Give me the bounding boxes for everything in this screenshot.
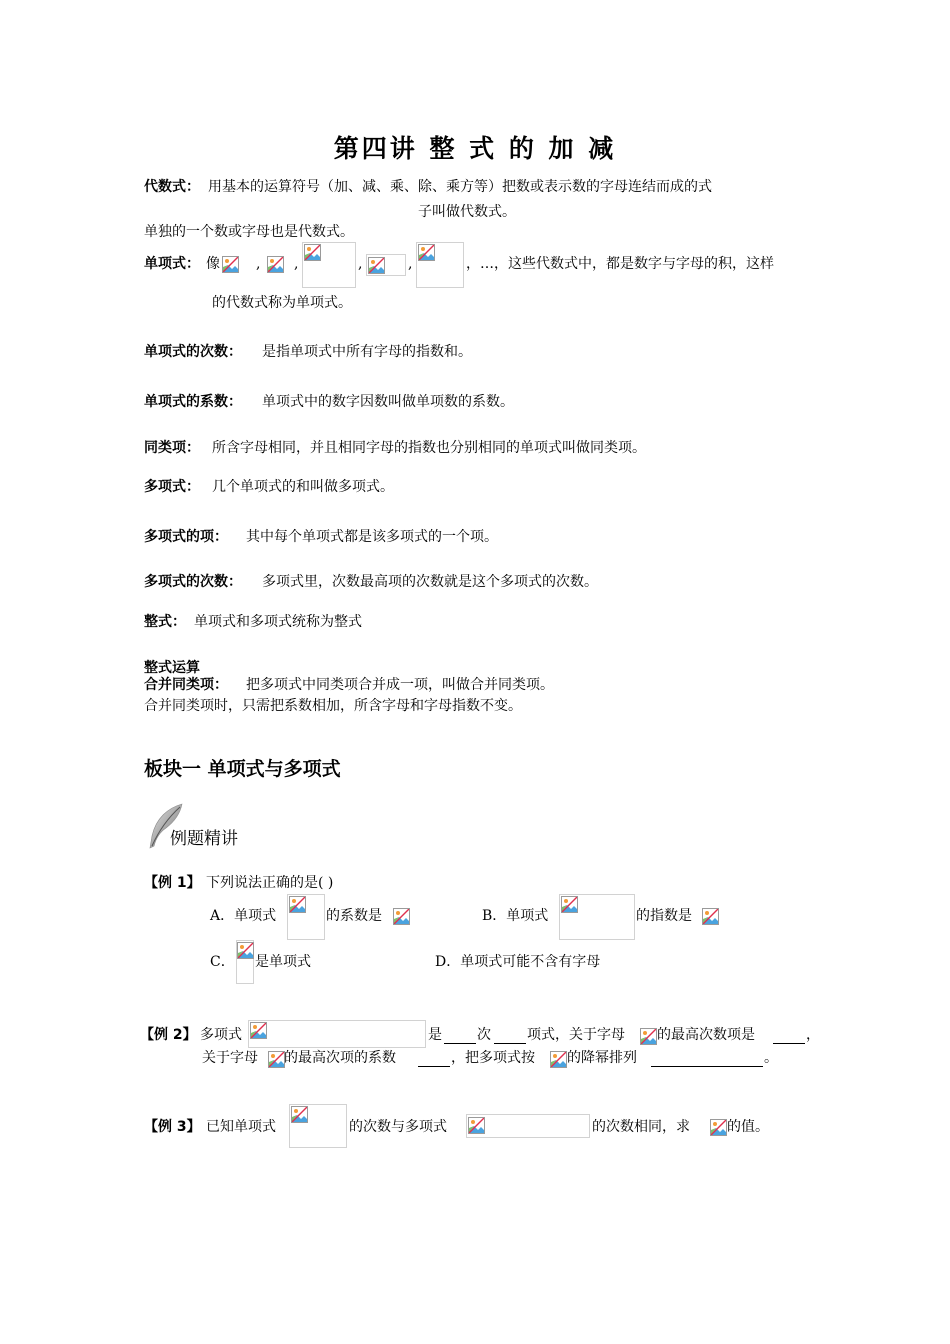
answer-blank[interactable] bbox=[773, 1043, 805, 1044]
broken-image-icon bbox=[710, 1119, 727, 1136]
answer-blank[interactable] bbox=[444, 1043, 476, 1044]
broken-image-icon bbox=[640, 1028, 657, 1045]
def-degree-text: 是指单项式中所有字母的指数和。 bbox=[262, 344, 472, 360]
broken-image-icon bbox=[368, 257, 385, 274]
broken-image-icon bbox=[550, 1051, 567, 1068]
ex1-option-d: D．单项式可能不含有字母 bbox=[435, 954, 601, 970]
broken-image-icon bbox=[289, 896, 306, 913]
def-integral-text: 单项式和多项式统称为整式 bbox=[194, 614, 362, 630]
comma: , bbox=[256, 256, 261, 272]
def-integral-term: 整式： bbox=[144, 614, 186, 630]
ex2-t1: 是 bbox=[428, 1027, 442, 1043]
ex2-t2: 次 bbox=[477, 1027, 491, 1043]
ex3-t3: 的值。 bbox=[727, 1119, 769, 1135]
broken-image-icon bbox=[250, 1022, 267, 1039]
broken-image-icon bbox=[468, 1117, 485, 1134]
broken-image-icon bbox=[222, 256, 239, 273]
def-monomial-tail: ，…，这些代数式中，都是数字与字母的积，这样 bbox=[466, 256, 774, 272]
broken-image-icon bbox=[393, 908, 410, 925]
def-like-term: 同类项： bbox=[144, 440, 200, 456]
def-polyitem-text: 其中每个单项式都是该多项式的一个项。 bbox=[246, 529, 498, 545]
answer-blank[interactable] bbox=[651, 1066, 763, 1067]
ex1-option-c: C． bbox=[210, 954, 235, 970]
ex3-t1: 的次数与多项式 bbox=[349, 1119, 447, 1135]
ex2-t3: 项式，关于字母 bbox=[527, 1027, 625, 1043]
ex3-tag: 【例 3】 bbox=[144, 1119, 201, 1135]
def-algebraic-text2: 子叫做代数式。 bbox=[418, 204, 516, 220]
def-monomial-like: 像 bbox=[206, 256, 220, 272]
formula-image bbox=[248, 1020, 426, 1048]
comma: , bbox=[358, 256, 363, 272]
def-like-text: 所含字母相同，并且相同字母的指数也分别相同的单项式叫做同类项。 bbox=[212, 440, 646, 456]
examples-label: 例题精讲 bbox=[170, 829, 238, 849]
comma: , bbox=[408, 256, 413, 272]
def-combine-text2: 合并同类项时，只需把系数相加，所含字母和字母指数不变。 bbox=[144, 698, 522, 714]
ex2-l2-t3: 的降幂排列 bbox=[567, 1050, 637, 1066]
ops-heading: 整式运算 bbox=[144, 660, 200, 676]
broken-image-icon bbox=[237, 942, 254, 959]
def-poly-text: 几个单项式的和叫做多项式。 bbox=[212, 479, 394, 495]
section-title: 板块一 单项式与多项式 bbox=[144, 758, 341, 780]
ex2-l2-pre: 关于字母 bbox=[202, 1050, 258, 1066]
ex2-pre: 多项式 bbox=[200, 1027, 242, 1043]
ex3-pre: 已知单项式 bbox=[206, 1119, 276, 1135]
def-polydeg-text: 多项式里，次数最高项的次数就是这个多项式的次数。 bbox=[262, 574, 598, 590]
def-monomial-text2: 的代数式称为单项式。 bbox=[212, 295, 352, 311]
ex1-option-a-post: 的系数是 bbox=[326, 908, 382, 924]
page-title: 第四讲 整 式 的 加 减 bbox=[333, 134, 617, 163]
def-coef-text: 单项式中的数字因数叫做单项数的系数。 bbox=[262, 394, 514, 410]
ex2-l2-end: 。 bbox=[764, 1050, 778, 1066]
ex2-tag: 【例 2】 bbox=[140, 1027, 197, 1043]
broken-image-icon bbox=[291, 1106, 308, 1123]
comma: , bbox=[294, 256, 299, 272]
def-polyitem-term: 多项式的项： bbox=[144, 529, 228, 545]
def-combine-text: 把多项式中同类项合并成一项，叫做合并同类项。 bbox=[246, 677, 554, 693]
broken-image-icon bbox=[267, 256, 284, 273]
def-degree-term: 单项式的次数： bbox=[144, 344, 242, 360]
ex1-option-a: A．单项式 bbox=[210, 908, 277, 924]
ex1-stem: 下列说法正确的是( ) bbox=[206, 875, 334, 891]
broken-image-icon bbox=[268, 1051, 285, 1068]
ex2-t5: ， bbox=[806, 1027, 820, 1043]
ex2-t4: 的最高次数项是 bbox=[657, 1027, 755, 1043]
def-algebraic-term: 代数式： bbox=[144, 179, 200, 195]
broken-image-icon bbox=[304, 244, 321, 261]
def-poly-term: 多项式： bbox=[144, 479, 200, 495]
def-monomial-term: 单项式： bbox=[144, 256, 200, 272]
ex1-option-b: B．单项式 bbox=[482, 908, 549, 924]
answer-blank[interactable] bbox=[418, 1066, 450, 1067]
ex1-option-c-post: 是单项式 bbox=[255, 954, 311, 970]
def-combine-term: 合并同类项： bbox=[144, 677, 228, 693]
ex2-l2-t1: 的最高次项的系数 bbox=[284, 1050, 396, 1066]
broken-image-icon bbox=[702, 908, 719, 925]
def-coef-term: 单项式的系数： bbox=[144, 394, 242, 410]
def-polydeg-term: 多项式的次数： bbox=[144, 574, 242, 590]
def-algebraic-text3: 单独的一个数或字母也是代数式。 bbox=[144, 224, 354, 240]
def-algebraic-text: 用基本的运算符号（加、减、乘、除、乘方等）把数或表示数的字母连结而成的式 bbox=[208, 179, 712, 195]
ex3-t2: 的次数相同，求 bbox=[592, 1119, 690, 1135]
answer-blank[interactable] bbox=[494, 1043, 526, 1044]
ex1-option-b-post: 的指数是 bbox=[636, 908, 692, 924]
broken-image-icon bbox=[561, 896, 578, 913]
broken-image-icon bbox=[418, 244, 435, 261]
ex1-tag: 【例 1】 bbox=[144, 875, 201, 891]
ex2-l2-t2: ，把多项式按 bbox=[451, 1050, 535, 1066]
